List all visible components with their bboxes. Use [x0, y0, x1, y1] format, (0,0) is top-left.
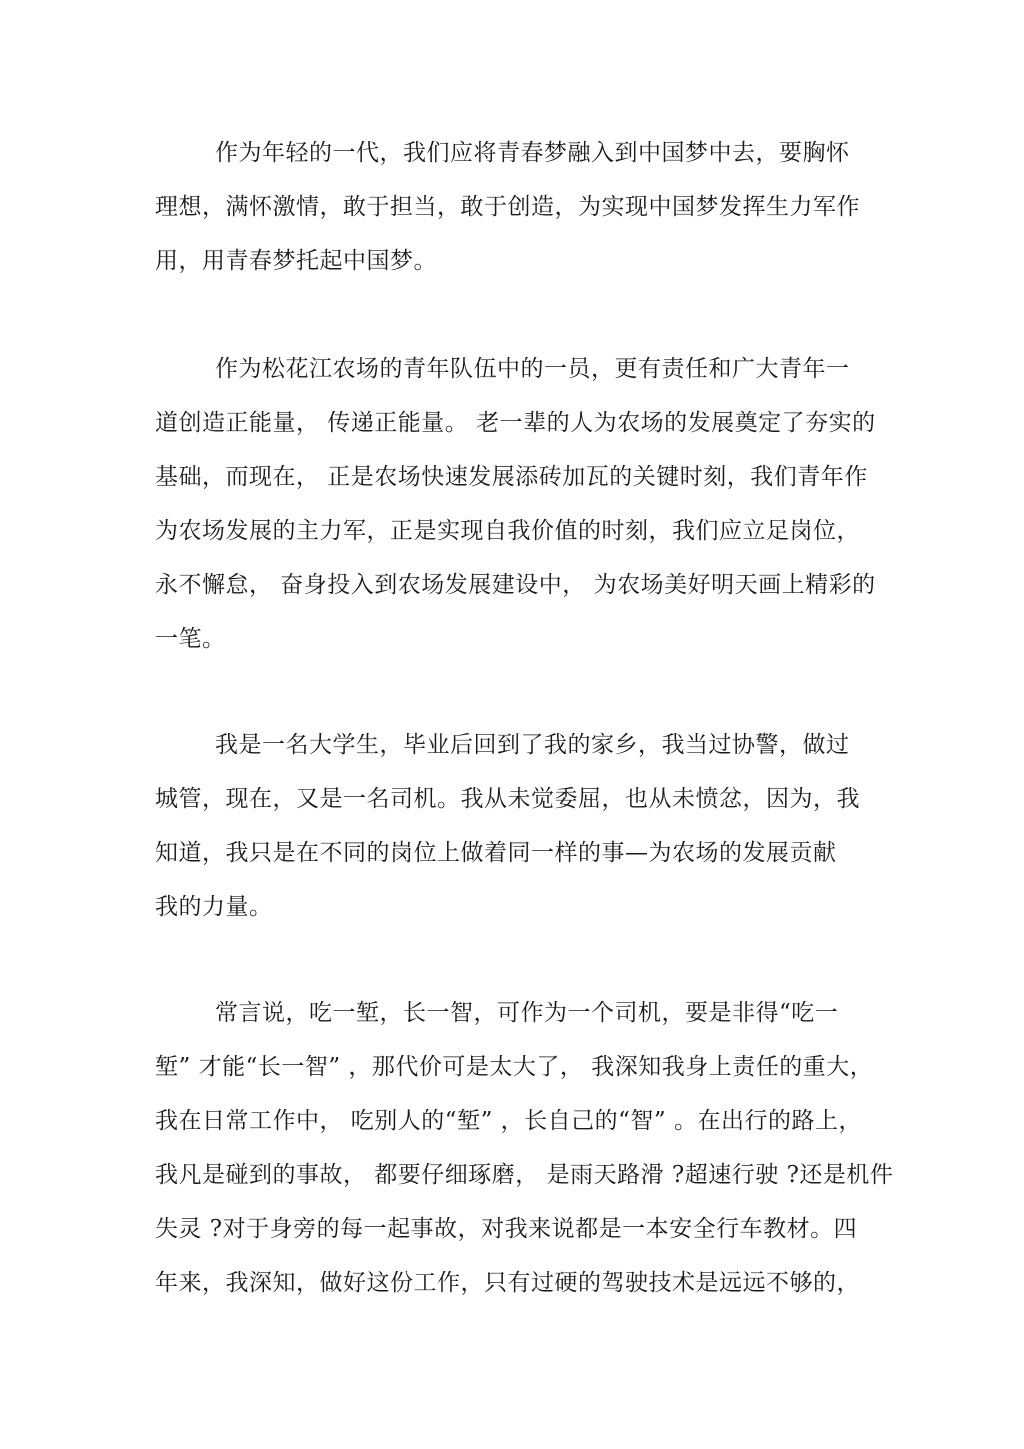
text-line: 作为年轻的一代，我们应将青春梦融入到中国梦中去，要胸怀	[215, 140, 850, 166]
text-line: 我凡是碰到的事故， 都要仔细琢磨， 是雨天路滑 ?超速行驶 ?还是机件	[155, 1162, 894, 1188]
text-line: 我在日常工作中， 吃别人的“堑” ，长自己的“智” 。在出行的路上，	[155, 1108, 862, 1134]
text-line: 我是一名大学生，毕业后回到了我的家乡，我当过协警，做过	[215, 732, 850, 758]
text-line: 一笔。	[155, 626, 226, 652]
paragraph-4	[155, 986, 894, 1310]
paragraph-3	[155, 718, 875, 934]
text-line: 永不懈怠， 奋身投入到农场发展建设中， 为农场美好明天画上精彩的	[155, 572, 876, 598]
text-line: 年来，我深知，做好这份工作，只有过硬的驾驶技术是远远不够的，	[155, 1270, 860, 1296]
text-line: 道创造正能量， 传递正能量。 老一辈的人为农场的发展奠定了夯实的	[155, 410, 876, 436]
text-line: 作为松花江农场的青年队伍中的一员，更有责任和广大青年一	[215, 356, 850, 382]
text-line: 堑” 才能“长一智” ，那代价可是太大了， 我深知我身上责任的重大，	[155, 1054, 874, 1080]
text-line: 用，用青春梦托起中国梦。	[155, 248, 437, 274]
text-line: 知道，我只是在不同的岗位上做着同一样的事—为农场的发展贡献	[155, 840, 837, 866]
paragraph-2	[155, 342, 875, 666]
text-line: 失灵 ?对于身旁的每一起事故，对我来说都是一本安全行车教材。四	[155, 1216, 858, 1242]
text-line: 基础，而现在， 正是农场快速发展添砖加瓦的关键时刻，我们青年作	[155, 464, 868, 490]
text-line: 我的力量。	[155, 894, 273, 920]
paragraph-1	[155, 126, 875, 288]
text-line: 理想，满怀激情，敢于担当，敢于创造，为实现中国梦发挥生力军作	[155, 194, 860, 220]
text-line: 常言说，吃一堑，长一智，可作为一个司机，要是非得“吃一	[215, 1000, 839, 1026]
text-line: 城管，现在，又是一名司机。我从未觉委屈，也从未愤忿，因为，我	[155, 786, 860, 812]
text-line: 为农场发展的主力军，正是实现自我价值的时刻，我们应立足岗位，	[155, 518, 860, 544]
